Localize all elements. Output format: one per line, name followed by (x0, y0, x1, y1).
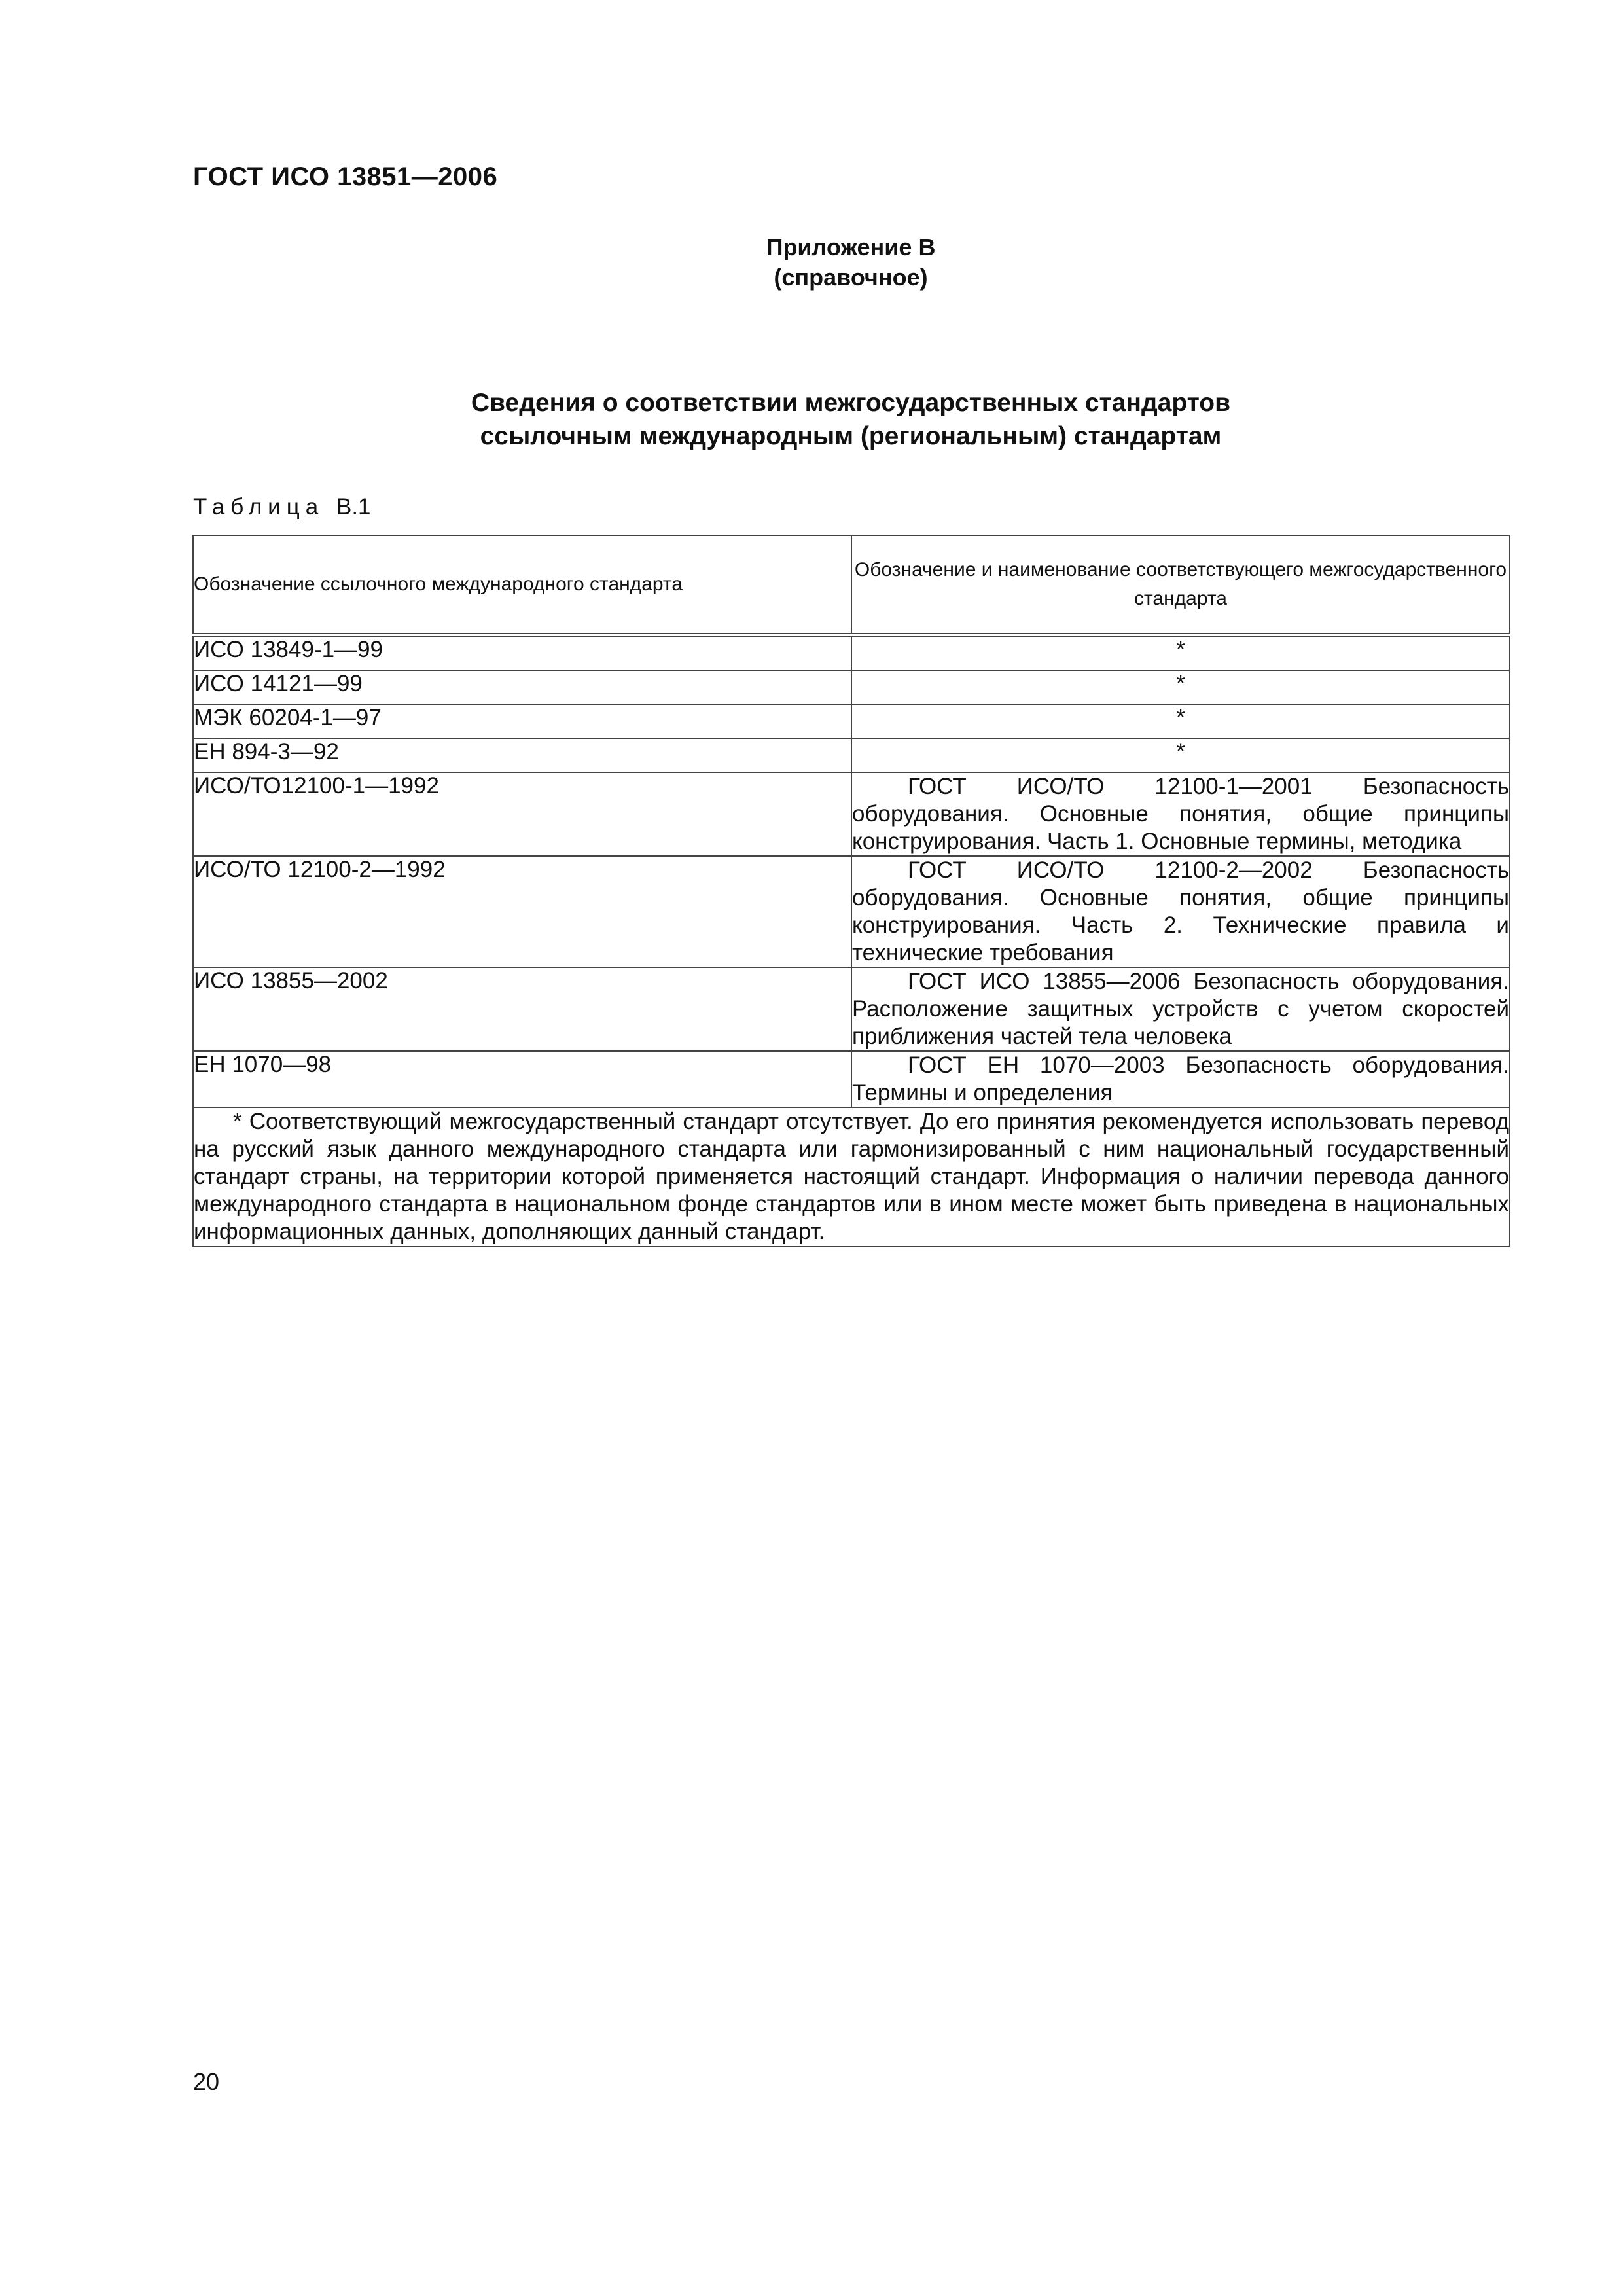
reference-standard-cell: ИСО/ТО12100-1—1992 (193, 772, 851, 856)
equivalent-standard-cell: ГОСТ ИСО 13855—2006 Безопасность оборудования. Расположение защитных устройств с учетом скоростей приближения частей тела человека (851, 967, 1510, 1051)
equivalent-standard-cell: * (851, 738, 1510, 772)
reference-standard-cell: ЕН 894-3—92 (193, 738, 851, 772)
equivalent-standard-cell: ГОСТ ИСО/ТО 12100-2—2002 Безопасность оборудования. Основные понятия, общие принципы конструирования. Часть 2. Технические правила и технические требования (851, 856, 1510, 967)
equivalent-standard-cell: * (851, 635, 1510, 670)
equivalent-standard-cell: ГОСТ ЕН 1070—2003 Безопасность оборудования. Термины и определения (851, 1051, 1510, 1107)
reference-standard-cell: ИСО 14121—99 (193, 670, 851, 704)
appendix-label (654, 232, 1047, 293)
document-code: ГОСТ ИСО 13851—2006 (193, 162, 498, 191)
column-header-reference: Обозначение ссылочного международного стандарта (193, 535, 851, 635)
table-row (193, 856, 1510, 967)
reference-standard-cell: ЕН 1070—98 (193, 1051, 851, 1107)
table-row (193, 704, 1510, 738)
table-row (193, 738, 1510, 772)
reference-standard-cell: МЭК 60204-1—97 (193, 704, 851, 738)
page-number: 20 (193, 2068, 220, 2095)
table-row (193, 967, 1510, 1051)
reference-standard-cell: ИСО/ТО 12100-2—1992 (193, 856, 851, 967)
section-heading (262, 386, 1440, 453)
table-header-row (193, 535, 1510, 635)
reference-standard-cell: ИСО 13855—2002 (193, 967, 851, 1051)
equivalent-standard-cell: * (851, 704, 1510, 738)
section-heading-line1: Сведения о соответствии межгосударственных стандартов (471, 389, 1231, 417)
appendix-type: (справочное) (774, 264, 928, 291)
standards-table (192, 535, 1510, 1247)
equivalent-standard-cell: * (851, 670, 1510, 704)
table-row (193, 670, 1510, 704)
table-caption (193, 494, 371, 520)
column-header-equivalent: Обозначение и наименование соответствующего межгосударственного стандарта (851, 535, 1510, 635)
table-row (193, 1051, 1510, 1107)
appendix-title: Приложение В (766, 234, 936, 260)
table-row (193, 635, 1510, 670)
table-caption-number: В.1 (336, 494, 371, 520)
table-footnote: * Соответствующий межгосударственный стандарт отсутствует. До его принятия рекомендуется использовать перевод на русский язык данного международного стандарта или гармонизированный с ним национальный государственный стандарт страны, на территории которой применяется настоящий стандарт. Информация о наличии перевода данного международного стандарта в национальном фонде стандартов или в ином месте может быть приведена в национальных информационных данных, дополняющих данный стандарт. (193, 1107, 1510, 1246)
equivalent-standard-cell: ГОСТ ИСО/ТО 12100-1—2001 Безопасность оборудования. Основные понятия, общие принципы конструирования. Часть 1. Основные термины, методика (851, 772, 1510, 856)
table-row (193, 772, 1510, 856)
table-caption-word: Таблица (193, 494, 325, 520)
section-heading-line2: ссылочным международным (региональным) стандартам (480, 422, 1222, 450)
table-footnote-row (193, 1107, 1510, 1246)
reference-standard-cell: ИСО 13849-1—99 (193, 635, 851, 670)
